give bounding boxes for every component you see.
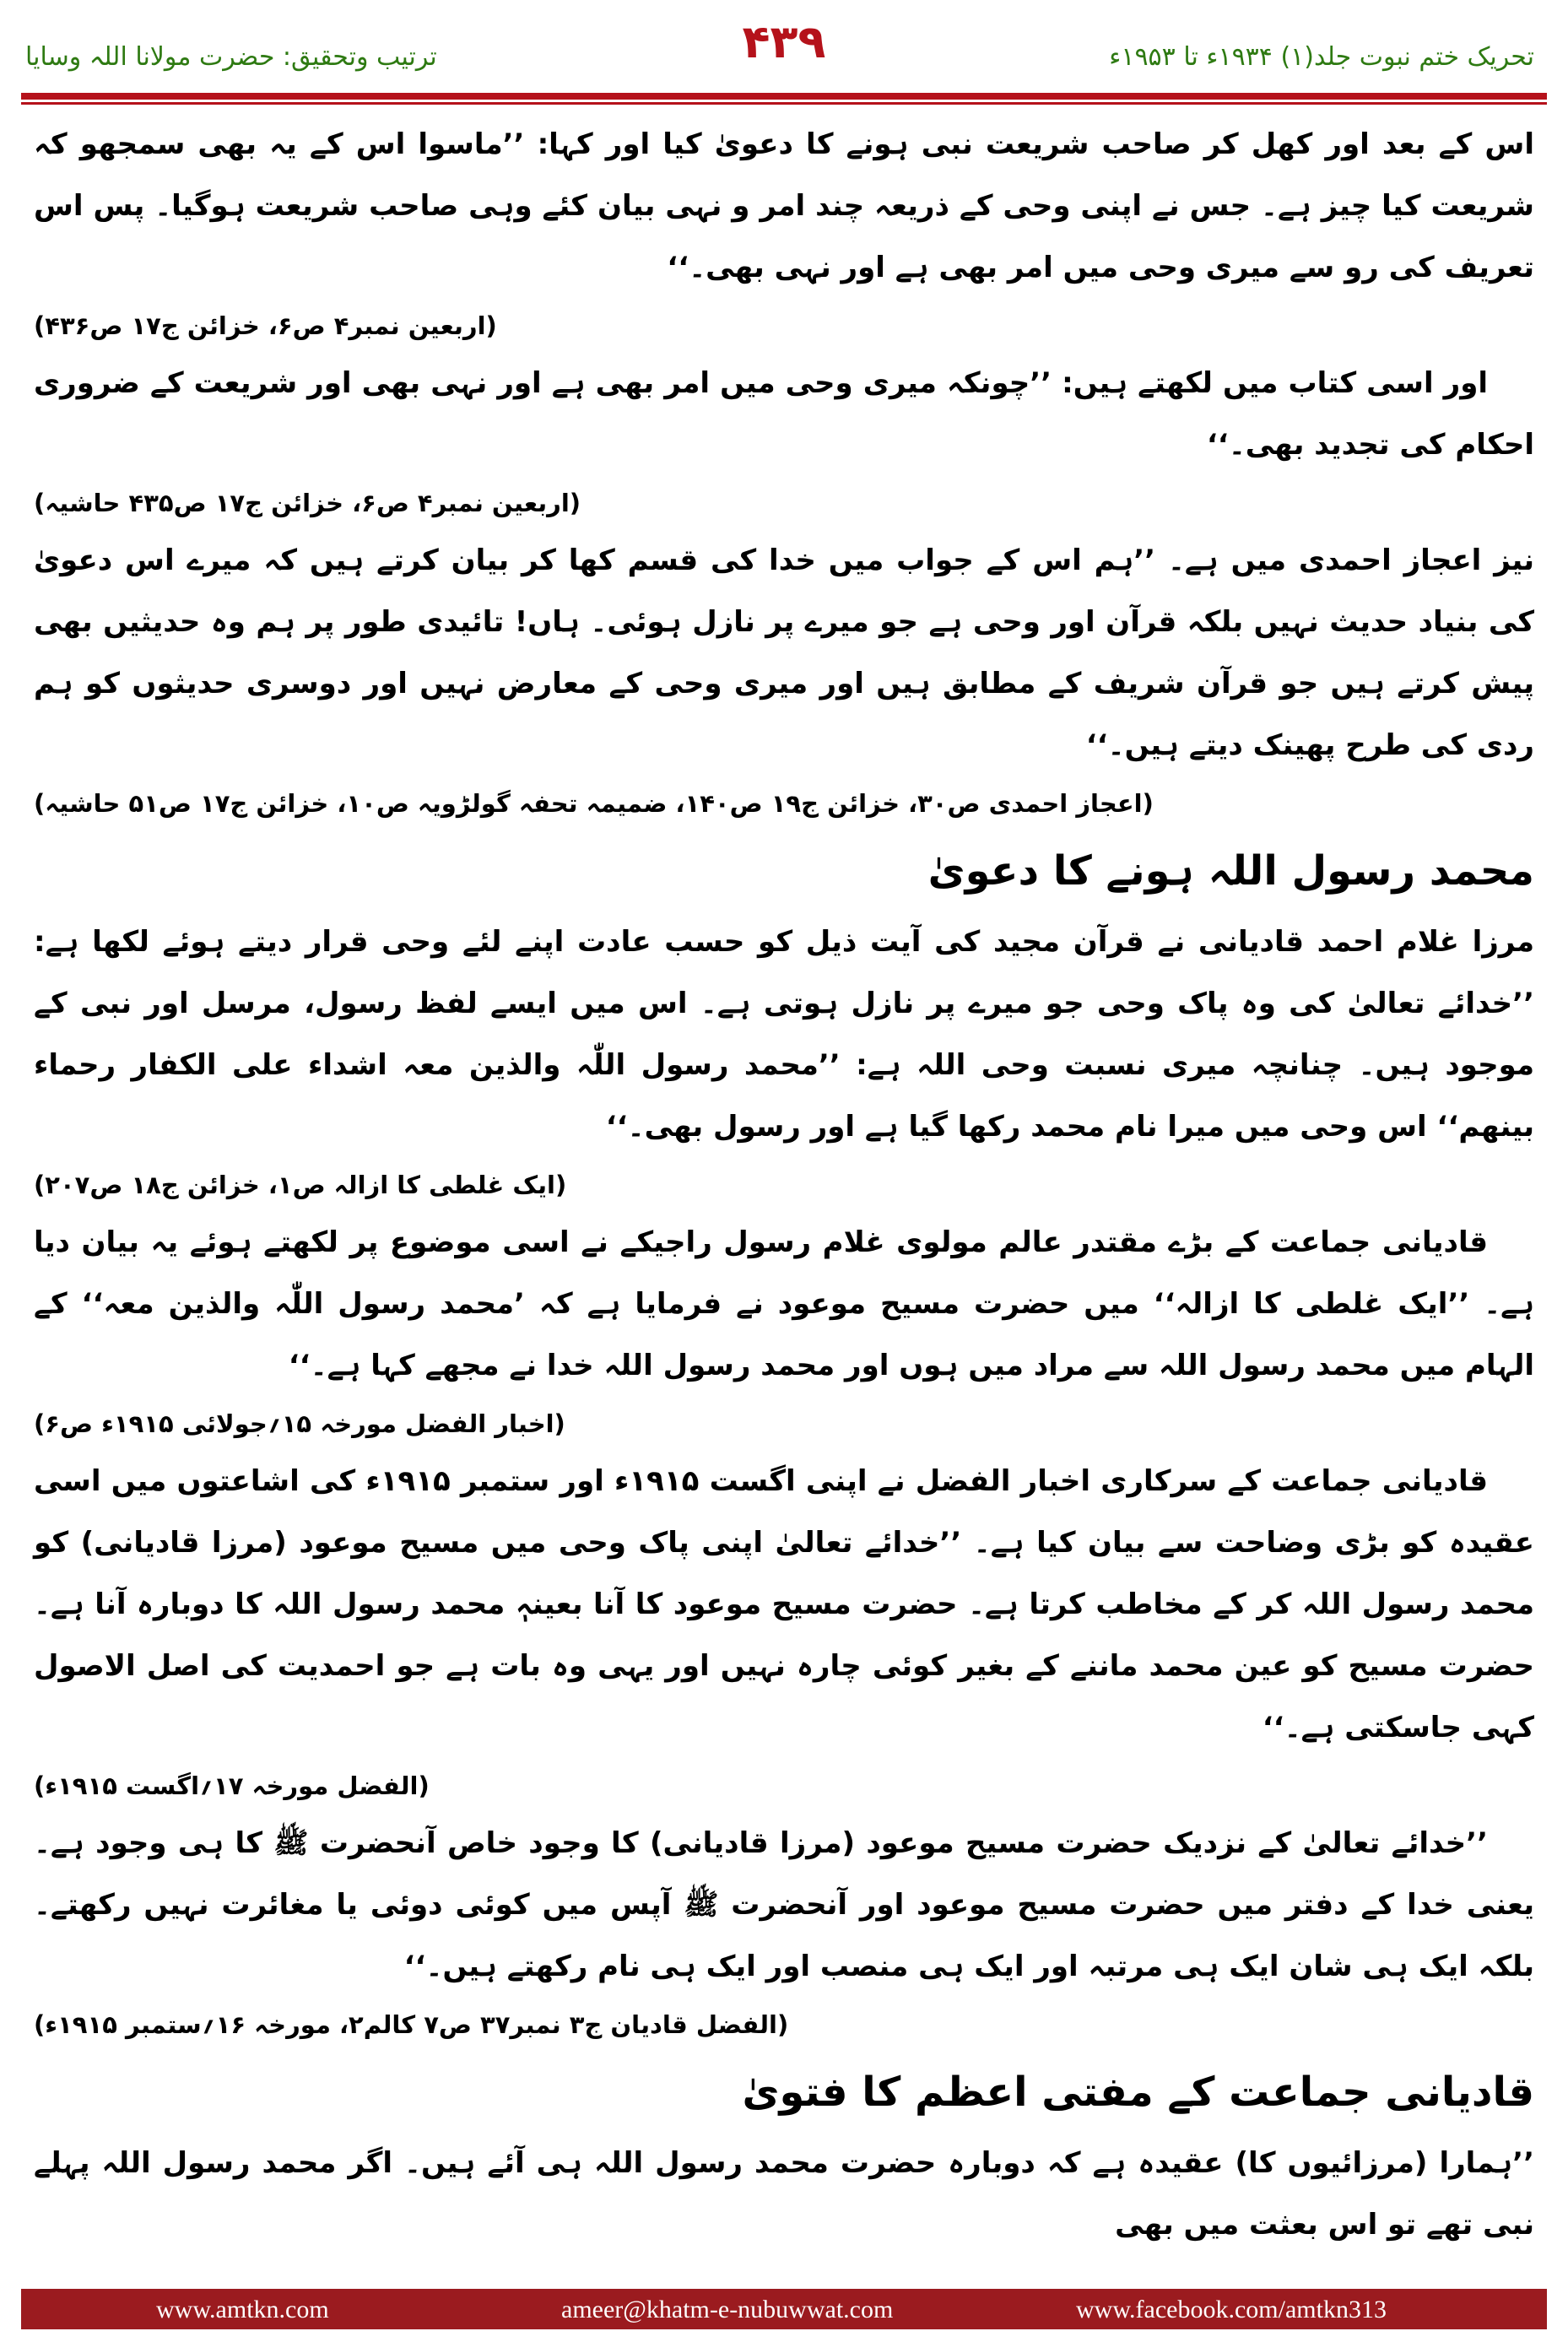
page-header — [0, 0, 1568, 93]
page-number: ۴۳۹ — [742, 15, 826, 68]
page-footer — [21, 2289, 1547, 2329]
header-divider — [21, 93, 1547, 100]
reference-6: (الفضل مورخہ ۱۷؍اگست ۱۹۱۵ء) — [34, 1771, 430, 1800]
compiler-credit: ترتیب وتحقیق: حضرت مولانا اللہ وسایا — [25, 42, 437, 72]
reference-7: (الفضل قادیان ج۳ نمبر۳۷ ص۷ کالم۲، مورخہ ۱۶؍ستمبر ۱۹۱۵ء) — [34, 2010, 789, 2039]
section-heading-1: محمد رسول اللہ ہونے کا دعویٰ — [927, 847, 1534, 895]
paragraph-4: مرزا غلام احمد قادیانی نے قرآن مجید کی آیت ذیل کو حسب عادت اپنے لئے وحی قرار دیتے ہوئے لکھا ہے: ’’خدائے تعالیٰ کی وہ پاک وحی جو میرے پر نازل ہوتی ہے۔ اس میں ایسے لفظ رسول، مرسل اور نبی کے موجود ہیں۔ چنانچہ میری نسبت وحی اللہ ہے: ’’محمد رسول اللّٰہ والذین معہ اشداء علی الکفار رحماء بینھم‘‘ اس وحی میں میرا نام محمد رکھا گیا ہے اور رسول بھی۔‘‘ — [34, 925, 1534, 1144]
paragraph-2: اور اسی کتاب میں لکھتے ہیں: ’’چونکہ میری وحی میں امر بھی ہے اور نہی بھی اور شریعت کے ضروری احکام کی تجدید بھی۔‘‘ — [34, 366, 1534, 462]
paragraph-8: ’’ہمارا (مرزائیوں کا) عقیدہ ہے کہ دوبارہ حضرت محمد رسول اللہ ہی آئے ہیں۔ اگر محمد رسول اللہ پہلے نبی تھے تو اس بعثت میں بھی — [34, 2146, 1534, 2242]
section-heading-2: قادیانی جماعت کے مفتی اعظم کا فتویٰ — [742, 2069, 1534, 2116]
paragraph-5: قادیانی جماعت کے بڑے مقتدر عالم مولوی غلام رسول راجیکے نے اسی موضوع پر لکھتے ہوئے یہ بیان دیا ہے۔ ’’ایک غلطی کا ازالہ‘‘ میں حضرت مسیح موعود نے فرمایا ہے کہ ’محمد رسول اللّٰہ والذین معہ‘‘ کے الہام میں محمد رسول اللہ سے مراد میں ہوں اور محمد رسول اللہ خدا نے مجھے کہا ہے۔‘‘ — [34, 1225, 1534, 1382]
book-title: تحریک ختم نبوت جلد(۱) ۱۹۳۴ء تا ۱۹۵۳ء — [1109, 42, 1534, 72]
reference-5: (اخبار الفضل مورخہ ۱۵؍جولائی ۱۹۱۵ء ص۶) — [34, 1409, 565, 1438]
paragraph-3: نیز اعجاز احمدی میں ہے۔ ’’ہم اس کے جواب میں خدا کی قسم کھا کر بیان کرتے ہیں کہ میرے اس دعویٰ کی بنیاد حدیث نہیں بلکہ قرآن اور وحی ہے جو میرے پر نازل ہوئی۔ ہاں! تائیدی طور پر ہم وہ حدیثیں بھی پیش کرتے ہیں جو قرآن شریف کے مطابق ہیں اور میری وحی کے معارض نہیں اور دوسری حدیثوں کو ہم ردی کی طرح پھینک دیتے ہیں۔‘‘ — [34, 544, 1534, 762]
website-link[interactable]: www.amtkn.com — [156, 2296, 329, 2323]
paragraph-1: اس کے بعد اور کھل کر صاحب شریعت نبی ہونے کا دعویٰ کیا اور کہا: ’’ماسوا اس کے یہ بھی سمجھو کہ شریعت کیا چیز ہے۔ جس نے اپنی وحی کے ذریعہ چند امر و نہی بیان کئے وہی صاحب شریعت ہوگیا۔ پس اس تعریف کی رو سے میری وحی میں امر بھی ہے اور نہی بھی۔‘‘ — [34, 127, 1534, 284]
paragraph-7: ’’خدائے تعالیٰ کے نزدیک حضرت مسیح موعود (مرزا قادیانی) کا وجود خاص آنحضرت ﷺ کا ہی وجود ہے۔ یعنی خدا کے دفتر میں حضرت مسیح موعود اور آنحضرت ﷺ آپس میں کوئی دوئی یا مغائرت نہیں رکھتے۔ بلکہ ایک ہی شان ایک ہی مرتبہ اور ایک ہی منصب اور ایک ہی نام رکھتے ہیں۔‘‘ — [34, 1826, 1534, 1983]
facebook-link[interactable]: www.facebook.com/amtkn313 — [1076, 2296, 1387, 2323]
page-body — [34, 114, 1534, 2256]
reference-4: (ایک غلطی کا ازالہ ص۱، خزائن ج۱۸ ص۲۰۷) — [34, 1171, 567, 1199]
reference-3: (اعجاز احمدی ص۳۰، خزائن ج۱۹ ص۱۴۰، ضمیمہ تحفہ گولڑویہ ص۱۰، خزائن ج۱۷ ص۵۱ حاشیہ) — [34, 789, 1154, 818]
paragraph-6: قادیانی جماعت کے سرکاری اخبار الفضل نے اپنی اگست ۱۹۱۵ء اور ستمبر ۱۹۱۵ء کی اشاعتوں میں اسی عقیدہ کو بڑی وضاحت سے بیان کیا ہے۔ ’’خدائے تعالیٰ اپنی پاک وحی میں مسیح موعود (مرزا قادیانی) کو محمد رسول اللہ کر کے مخاطب کرتا ہے۔ حضرت مسیح موعود کا آنا بعینہٖ محمد رسول اللہ کا دوبارہ آنا ہے۔ حضرت مسیح کو عین محمد ماننے کے بغیر کوئی چارہ نہیں اور یہی وہ بات ہے جو احمدیت کی اصل الاصول کہی جاسکتی ہے۔‘‘ — [34, 1464, 1534, 1744]
reference-2: (اربعین نمبر۴ ص۶، خزائن ج۱۷ ص۴۳۵ حاشیہ) — [34, 489, 581, 517]
reference-1: (اربعین نمبر۴ ص۶، خزائن ج۱۷ ص۴۳۶) — [34, 311, 497, 340]
header-divider-thin — [21, 102, 1547, 105]
email-link[interactable]: ameer@khatm-e-nubuwwat.com — [561, 2296, 894, 2323]
